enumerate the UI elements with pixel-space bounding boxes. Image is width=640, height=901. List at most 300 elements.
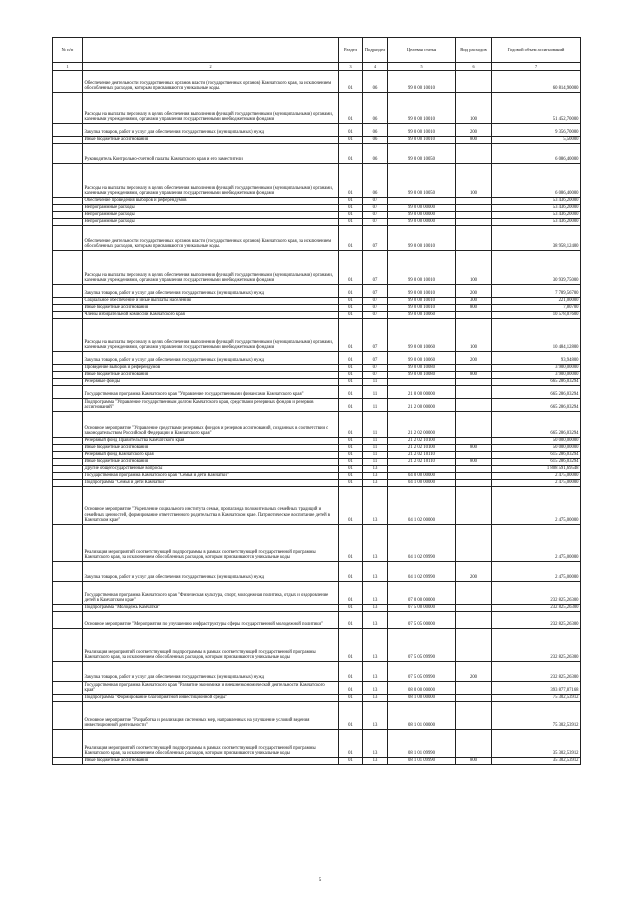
table-row: [53, 480, 581, 487]
column-number: 1: [53, 63, 83, 71]
row-razdel-cell: 01: [339, 251, 363, 285]
row-number-cell: [53, 438, 83, 445]
row-target-article-cell: 04 1 02 09990: [388, 525, 456, 562]
table-row: [53, 164, 581, 198]
row-name-cell: Закупка товаров, работ и услуг для обеспечения государственных (муниципальных) нужд: [83, 562, 339, 582]
row-expense-type-cell: [456, 487, 492, 525]
column-number: 2: [83, 63, 339, 71]
row-podrazdel-cell: 13: [363, 605, 388, 612]
table-row: [53, 305, 581, 312]
row-razdel-cell: 01: [339, 445, 363, 452]
row-name-cell: Основное мероприятие "Разработка и реализация системных мер, направленных на улучшение условий ведения инвестиционной деятельности": [83, 702, 339, 730]
row-target-article-cell: 99 0 00 10010: [388, 124, 456, 137]
table-row: [53, 386, 581, 399]
row-number-cell: [53, 445, 83, 452]
row-name-cell: Члены избирательной комиссии Камчатского края: [83, 312, 339, 319]
row-target-article-cell: 08 1 01 09990: [388, 730, 456, 758]
row-target-article-cell: 21 2 00 00000: [388, 399, 456, 412]
row-razdel-cell: 01: [339, 144, 363, 164]
row-expense-type-cell: [456, 386, 492, 399]
row-expense-type-cell: [456, 365, 492, 372]
row-name-cell: Иные бюджетные ассигнования: [83, 137, 339, 144]
row-podrazdel-cell: 11: [363, 379, 388, 386]
row-razdel-cell: 01: [339, 452, 363, 459]
row-name-cell: Обеспечение проведения выборов и референдумов: [83, 198, 339, 205]
table-row: [53, 452, 581, 459]
table-body: [53, 71, 581, 765]
row-razdel-cell: 01: [339, 164, 363, 198]
row-target-article-cell: 99 0 00 00000: [388, 205, 456, 212]
row-number-cell: [53, 473, 83, 480]
row-podrazdel-cell: 06: [363, 164, 388, 198]
row-amount-cell: 2 475,00000: [492, 480, 581, 487]
row-podrazdel-cell: 13: [363, 473, 388, 480]
row-name-cell: Иные бюджетные ассигнования: [83, 445, 339, 452]
row-number-cell: [53, 379, 83, 386]
row-name-cell: Государственная программа Камчатского края "Развитие экономики и внешнеэкономической деятельности Камчатского края": [83, 682, 339, 695]
row-target-article-cell: 99 0 00 10010: [388, 226, 456, 251]
row-expense-type-cell: 800: [456, 305, 492, 312]
row-number-cell: [53, 312, 83, 319]
row-expense-type-cell: 800: [456, 445, 492, 452]
budget-table: [52, 37, 581, 765]
row-amount-cell: 10 578,07600: [492, 312, 581, 319]
row-amount-cell: 50 000,00000: [492, 438, 581, 445]
row-expense-type-cell: [456, 605, 492, 612]
row-amount-cell: 35 302,53912: [492, 758, 581, 765]
row-podrazdel-cell: 13: [363, 662, 388, 682]
row-podrazdel-cell: 13: [363, 682, 388, 695]
row-number-cell: [53, 702, 83, 730]
row-expense-type-cell: [456, 452, 492, 459]
row-amount-cell: 2 475,00000: [492, 525, 581, 562]
row-name-cell: Иные бюджетные ассигнования: [83, 758, 339, 765]
row-podrazdel-cell: 11: [363, 445, 388, 452]
row-amount-cell: 53 436,20000: [492, 212, 581, 219]
row-number-cell: [53, 198, 83, 205]
row-amount-cell: 5,50000: [492, 137, 581, 144]
table-header-row: [53, 38, 581, 63]
row-amount-cell: 665 286,03294: [492, 412, 581, 438]
table-row: [53, 352, 581, 365]
column-number: 5: [388, 63, 456, 71]
row-razdel-cell: 01: [339, 582, 363, 605]
row-razdel-cell: 01: [339, 198, 363, 205]
row-expense-type-cell: [456, 695, 492, 702]
row-podrazdel-cell: 07: [363, 305, 388, 312]
table-row: [53, 137, 581, 144]
row-amount-cell: 6 086,40000: [492, 164, 581, 198]
table-row: [53, 372, 581, 379]
row-expense-type-cell: [456, 219, 492, 226]
row-name-cell: Реализация мероприятий соответствующей подпрограммы в рамках соответствующей государственной программы Камчатского края, за исключением обособленных расходов, которым присваиваются уникальные коды: [83, 629, 339, 662]
row-expense-type-cell: [456, 205, 492, 212]
row-name-cell: Непрограммные расходы: [83, 212, 339, 219]
row-podrazdel-cell: 06: [363, 144, 388, 164]
row-podrazdel-cell: 07: [363, 212, 388, 219]
row-name-cell: Закупка товаров, работ и услуг для обеспечения государственных (муниципальных) нужд: [83, 352, 339, 365]
row-razdel-cell: 01: [339, 312, 363, 319]
row-amount-cell: 2 475,00000: [492, 487, 581, 525]
header-name: [83, 38, 339, 63]
row-expense-type-cell: 100: [456, 251, 492, 285]
row-name-cell: Основное мероприятие "Укрепление социального института семьи, пропаганда положительных семейных традиций и семейных ценностей, формирование ответственного родительства в Камчатском крае. Патриотическое воспитание детей в Камчатском крае": [83, 487, 339, 525]
table-row: [53, 212, 581, 219]
row-expense-type-cell: [456, 412, 492, 438]
row-podrazdel-cell: 07: [363, 352, 388, 365]
row-target-article-cell: 04 1 00 00000: [388, 480, 456, 487]
column-number: 4: [363, 63, 388, 71]
row-target-article-cell: 99 0 00 10010: [388, 298, 456, 305]
row-target-article-cell: 04 0 00 00000: [388, 473, 456, 480]
row-podrazdel-cell: 13: [363, 487, 388, 525]
row-razdel-cell: 01: [339, 629, 363, 662]
row-expense-type-cell: [456, 226, 492, 251]
row-podrazdel-cell: 07: [363, 285, 388, 298]
row-target-article-cell: [388, 379, 456, 386]
header-annual-amount: Годовой объем ассигнований: [492, 38, 581, 63]
row-target-article-cell: 04 1 02 00000: [388, 487, 456, 525]
row-razdel-cell: 01: [339, 695, 363, 702]
row-number-cell: [53, 298, 83, 305]
row-razdel-cell: 01: [339, 487, 363, 525]
table-row: [53, 487, 581, 525]
row-name-cell: Подпрограмма "Формирование благоприятной инвестиционной среды": [83, 695, 339, 702]
row-expense-type-cell: 300: [456, 298, 492, 305]
row-amount-cell: 665 286,03294: [492, 379, 581, 386]
row-razdel-cell: 01: [339, 226, 363, 251]
row-amount-cell: 53 436,20000: [492, 205, 581, 212]
row-number-cell: [53, 305, 83, 312]
row-number-cell: [53, 319, 83, 352]
row-razdel-cell: 01: [339, 702, 363, 730]
row-expense-type-cell: [456, 480, 492, 487]
row-amount-cell: 6 086,40000: [492, 144, 581, 164]
row-target-article-cell: 99 0 00 10010: [388, 251, 456, 285]
row-name-cell: Резервный фонд Правительства Камчатского края: [83, 438, 339, 445]
row-number-cell: [53, 365, 83, 372]
table-row: [53, 605, 581, 612]
row-expense-type-cell: [456, 71, 492, 93]
row-expense-type-cell: 800: [456, 459, 492, 466]
row-name-cell: Реализация мероприятий соответствующей подпрограммы в рамках соответствующей государственной программы Камчатского края, за исключением обособленных расходов, которым присваиваются уникальные коды: [83, 730, 339, 758]
header-podrazdel: Подраздел: [363, 38, 388, 63]
row-amount-cell: 221,00000: [492, 298, 581, 305]
row-razdel-cell: 01: [339, 285, 363, 298]
table-row: [53, 682, 581, 695]
row-amount-cell: 615 286,03294: [492, 459, 581, 466]
row-expense-type-cell: [456, 198, 492, 205]
row-podrazdel-cell: 11: [363, 399, 388, 412]
row-razdel-cell: 01: [339, 379, 363, 386]
table-row: [53, 702, 581, 730]
row-razdel-cell: 01: [339, 212, 363, 219]
row-target-article-cell: 99 0 00 00000: [388, 219, 456, 226]
row-number-cell: [53, 372, 83, 379]
row-razdel-cell: 01: [339, 438, 363, 445]
row-amount-cell: 10 484,12800: [492, 319, 581, 352]
row-target-article-cell: [388, 466, 456, 473]
row-razdel-cell: 01: [339, 466, 363, 473]
row-number-cell: [53, 124, 83, 137]
row-razdel-cell: 01: [339, 365, 363, 372]
row-number-cell: [53, 466, 83, 473]
row-podrazdel-cell: 11: [363, 438, 388, 445]
row-amount-cell: 665 286,03294: [492, 386, 581, 399]
row-razdel-cell: 01: [339, 480, 363, 487]
row-expense-type-cell: 800: [456, 758, 492, 765]
row-expense-type-cell: 200: [456, 124, 492, 137]
row-number-cell: [53, 480, 83, 487]
row-name-cell: Закупка товаров, работ и услуг для обеспечения государственных (муниципальных) нужд: [83, 124, 339, 137]
row-podrazdel-cell: 07: [363, 205, 388, 212]
row-target-article-cell: 99 0 00 10010: [388, 285, 456, 298]
row-name-cell: Основное мероприятие "Мероприятия по улучшению инфраструктуры сферы государственной молодежной политики": [83, 612, 339, 629]
column-number: 7: [492, 63, 581, 71]
table-row: [53, 459, 581, 466]
row-target-article-cell: 08 0 00 00000: [388, 682, 456, 695]
row-number-cell: [53, 399, 83, 412]
row-amount-cell: 2 475,00000: [492, 562, 581, 582]
table-row: [53, 365, 581, 372]
row-number-cell: [53, 612, 83, 629]
row-target-article-cell: 07 0 00 00000: [388, 582, 456, 605]
row-target-article-cell: 99 0 00 10010: [388, 305, 456, 312]
table-row: [53, 695, 581, 702]
row-number-cell: [53, 386, 83, 399]
row-number-cell: [53, 285, 83, 298]
row-expense-type-cell: [456, 379, 492, 386]
row-razdel-cell: 01: [339, 730, 363, 758]
row-target-article-cell: 04 1 02 09990: [388, 562, 456, 582]
row-target-article-cell: 21 0 00 00000: [388, 386, 456, 399]
row-name-cell: Реализация мероприятий соответствующей подпрограммы в рамках соответствующей государственной программы Камчатского края, за исключением обособленных расходов, которым присваиваются уникальные коды: [83, 525, 339, 562]
row-number-cell: [53, 525, 83, 562]
row-number-cell: [53, 582, 83, 605]
row-expense-type-cell: [456, 438, 492, 445]
row-name-cell: Расходы на выплаты персоналу в целях обеспечения выполнения функций государственными (муниципальными) органами, казенными учреждениями, органами управления государственными внебюджетными фондами: [83, 93, 339, 124]
row-number-cell: [53, 605, 83, 612]
row-expense-type-cell: [456, 525, 492, 562]
row-number-cell: [53, 562, 83, 582]
row-amount-cell: 9 356,70000: [492, 124, 581, 137]
row-razdel-cell: 01: [339, 605, 363, 612]
row-number-cell: [53, 629, 83, 662]
row-target-article-cell: 08 1 01 09990: [388, 758, 456, 765]
row-amount-cell: 232 825,26300: [492, 605, 581, 612]
row-expense-type-cell: 200: [456, 562, 492, 582]
row-amount-cell: 75 302,53912: [492, 695, 581, 702]
row-number-cell: [53, 164, 83, 198]
table-row: [53, 379, 581, 386]
row-podrazdel-cell: 13: [363, 562, 388, 582]
row-podrazdel-cell: 11: [363, 459, 388, 466]
table-row: [53, 525, 581, 562]
row-name-cell: Подпрограмма "Семья и дети Камчатки": [83, 480, 339, 487]
row-amount-cell: 7,80700: [492, 305, 581, 312]
row-number-cell: [53, 412, 83, 438]
table-row: [53, 205, 581, 212]
row-podrazdel-cell: 07: [363, 198, 388, 205]
row-razdel-cell: 01: [339, 412, 363, 438]
row-name-cell: Непрограммные расходы: [83, 219, 339, 226]
table-row: [53, 758, 581, 765]
row-expense-type-cell: 200: [456, 352, 492, 365]
row-number-cell: [53, 71, 83, 93]
table-row: [53, 438, 581, 445]
row-expense-type-cell: [456, 582, 492, 605]
row-podrazdel-cell: 06: [363, 137, 388, 144]
row-name-cell: Резервные фонды: [83, 379, 339, 386]
column-number: 6: [456, 63, 492, 71]
row-name-cell: Расходы на выплаты персоналу в целях обеспечения выполнения функций государственными (муниципальными) органами, казенными учреждениями, органами управления государственными внебюджетными фондами: [83, 251, 339, 285]
row-razdel-cell: 01: [339, 386, 363, 399]
row-name-cell: Руководитель Контрольно-счетной палаты Камчатского края и его заместители: [83, 144, 339, 164]
row-expense-type-cell: 100: [456, 319, 492, 352]
row-razdel-cell: 01: [339, 562, 363, 582]
table-row: [53, 473, 581, 480]
row-podrazdel-cell: 07: [363, 312, 388, 319]
row-target-article-cell: 21 2 02 10100: [388, 445, 456, 452]
row-podrazdel-cell: 13: [363, 582, 388, 605]
row-name-cell: Иные бюджетные ассигнования: [83, 372, 339, 379]
row-target-article-cell: 99 0 00 10010: [388, 71, 456, 93]
row-target-article-cell: 99 0 00 10060: [388, 352, 456, 365]
row-razdel-cell: 01: [339, 352, 363, 365]
row-name-cell: Обеспечение деятельности государственных органов власти (государственных органов) Камчатского края, за исключением обособленных расходов, которым присваиваются уникальные коды.: [83, 71, 339, 93]
row-target-article-cell: 07 5 05 09990: [388, 662, 456, 682]
row-podrazdel-cell: 06: [363, 71, 388, 93]
row-podrazdel-cell: 06: [363, 124, 388, 137]
table-row: [53, 662, 581, 682]
row-amount-cell: 615 286,03294: [492, 452, 581, 459]
table-row: [53, 71, 581, 93]
row-expense-type-cell: [456, 682, 492, 695]
row-razdel-cell: 01: [339, 525, 363, 562]
table-row: [53, 312, 581, 319]
row-target-article-cell: 99 0 00 10080: [388, 372, 456, 379]
row-number-cell: [53, 212, 83, 219]
row-name-cell: Иные бюджетные ассигнования: [83, 459, 339, 466]
row-number-cell: [53, 93, 83, 124]
row-target-article-cell: 99 0 00 10050: [388, 144, 456, 164]
table-row: [53, 93, 581, 124]
table-row: [53, 251, 581, 285]
row-expense-type-cell: 800: [456, 372, 492, 379]
row-expense-type-cell: [456, 473, 492, 480]
row-podrazdel-cell: 13: [363, 466, 388, 473]
row-name-cell: Непрограммные расходы: [83, 205, 339, 212]
row-amount-cell: 50 000,00000: [492, 445, 581, 452]
header-expense-type: Вид расходов: [456, 38, 492, 63]
row-target-article-cell: 21 2 02 10100: [388, 438, 456, 445]
row-name-cell: Основное мероприятие "Управление средствами резервных фондов и резервов ассигнований, созданных в соответствии с законодательством Российской Федерации и Камчатского края": [83, 412, 339, 438]
row-amount-cell: 3 900,00000: [492, 365, 581, 372]
row-expense-type-cell: 100: [456, 93, 492, 124]
table-row: [53, 562, 581, 582]
row-razdel-cell: 01: [339, 205, 363, 212]
table-row: [53, 298, 581, 305]
row-podrazdel-cell: 11: [363, 452, 388, 459]
row-name-cell: Закупка товаров, работ и услуг для обеспечения государственных (муниципальных) нужд: [83, 662, 339, 682]
table-row: [53, 124, 581, 137]
row-razdel-cell: 01: [339, 219, 363, 226]
row-podrazdel-cell: 13: [363, 730, 388, 758]
row-razdel-cell: 01: [339, 93, 363, 124]
row-number-cell: [53, 226, 83, 251]
row-amount-cell: 3 900,00000: [492, 372, 581, 379]
row-target-article-cell: 08 1 01 00000: [388, 702, 456, 730]
row-expense-type-cell: 800: [456, 137, 492, 144]
row-name-cell: Обеспечение деятельности государственных органов власти (государственных органов) Камчатского края, за исключением обособленных расходов, которым присваиваются уникальные коды.: [83, 226, 339, 251]
row-amount-cell: 53 436,20000: [492, 198, 581, 205]
row-name-cell: Социальное обеспечение и иные выплаты населению: [83, 298, 339, 305]
table-row: [53, 219, 581, 226]
table-row: [53, 144, 581, 164]
row-name-cell: Государственная программа Камчатского края "Семья и дети Камчатки": [83, 473, 339, 480]
row-name-cell: Государственная программа Камчатского края "Физическая культура, спорт, молодежная политика, отдых и оздоровление детей в Камчатском крае": [83, 582, 339, 605]
row-podrazdel-cell: 13: [363, 612, 388, 629]
row-razdel-cell: 01: [339, 662, 363, 682]
row-target-article-cell: 07 5 05 09990: [388, 629, 456, 662]
row-amount-cell: 393 877,87168: [492, 682, 581, 695]
row-podrazdel-cell: 06: [363, 93, 388, 124]
row-number-cell: [53, 452, 83, 459]
row-amount-cell: 51 452,70000: [492, 93, 581, 124]
row-podrazdel-cell: 07: [363, 365, 388, 372]
row-razdel-cell: 01: [339, 473, 363, 480]
row-podrazdel-cell: 11: [363, 386, 388, 399]
row-number-cell: [53, 682, 83, 695]
row-podrazdel-cell: 07: [363, 319, 388, 352]
row-target-article-cell: 99 0 00 10010: [388, 93, 456, 124]
row-target-article-cell: 99 0 00 10010: [388, 137, 456, 144]
row-razdel-cell: 01: [339, 399, 363, 412]
row-razdel-cell: 01: [339, 137, 363, 144]
row-number-cell: [53, 205, 83, 212]
row-amount-cell: 53 436,20000: [492, 219, 581, 226]
row-expense-type-cell: [456, 702, 492, 730]
row-amount-cell: 232 825,26300: [492, 662, 581, 682]
row-amount-cell: 232 825,26300: [492, 612, 581, 629]
row-name-cell: Другие общегосударственные вопросы: [83, 466, 339, 473]
row-expense-type-cell: [456, 466, 492, 473]
row-expense-type-cell: 100: [456, 164, 492, 198]
row-number-cell: [53, 695, 83, 702]
row-target-article-cell: 99 0 00 10060: [388, 319, 456, 352]
row-name-cell: Государственная программа Камчатского края "Управление государственными финансами Камчатского края": [83, 386, 339, 399]
row-amount-cell: 38 958,12400: [492, 226, 581, 251]
row-name-cell: Подпрограмма "Управление государственным долгом Камчатского края, средствами резервных фондов и резервов ассигнований": [83, 399, 339, 412]
row-amount-cell: 93,94800: [492, 352, 581, 365]
row-target-article-cell: 07 5 00 00000: [388, 605, 456, 612]
row-razdel-cell: 01: [339, 612, 363, 629]
row-podrazdel-cell: 13: [363, 702, 388, 730]
row-name-cell: Расходы на выплаты персоналу в целях обеспечения выполнения функций государственными (муниципальными) органами, казенными учреждениями, органами управления государственными внебюджетными фондами: [83, 319, 339, 352]
row-number-cell: [53, 730, 83, 758]
row-expense-type-cell: [456, 212, 492, 219]
row-podrazdel-cell: 13: [363, 758, 388, 765]
row-name-cell: Иные бюджетные ассигнования: [83, 305, 339, 312]
header-target-article: Целевая статья: [388, 38, 456, 63]
row-expense-type-cell: [456, 730, 492, 758]
row-target-article-cell: 21 2 02 10110: [388, 452, 456, 459]
row-number-cell: [53, 758, 83, 765]
row-amount-cell: 7 789,56700: [492, 285, 581, 298]
row-podrazdel-cell: 07: [363, 298, 388, 305]
row-expense-type-cell: [456, 144, 492, 164]
table-row: [53, 285, 581, 298]
